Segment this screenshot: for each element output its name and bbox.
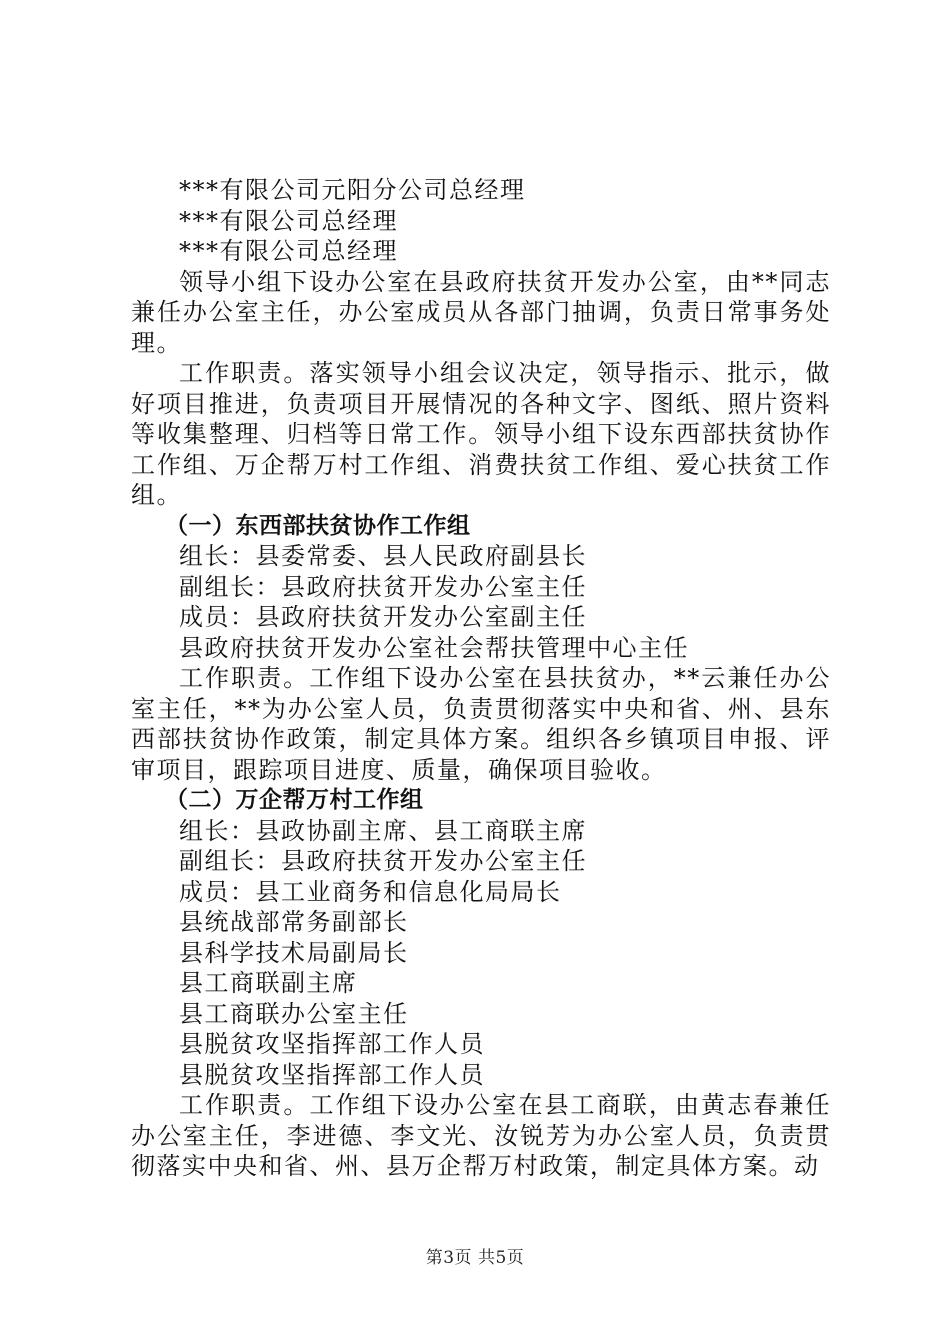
text-line: 副组长：县政府扶贫开发办公室主任 xyxy=(179,847,587,875)
section-heading-enterprises: （二）万企帮万村工作组 xyxy=(165,787,424,813)
text-line: 县工商联办公室主任 xyxy=(179,999,409,1028)
section-heading-east-west: （一）东西部扶贫协作工作组 xyxy=(165,512,471,539)
text-line: 副组长：县政府扶贫开发办公室主任 xyxy=(179,572,587,601)
page-number-footer: 第3页 共5页 xyxy=(425,1248,525,1268)
text-line: 县脱贫攻坚指挥部工作人员 xyxy=(179,1060,485,1089)
paragraph-duty: 工作职责。落实领导小组会议决定，领导指示、批示，做好项目推进，负责项目开展情况的各种文字、图纸、照片资料等收集整理、归档等日常工作。领导小组下设东西部扶贫协作工作组、万企帮万村工作组、消费扶贫工作组、爱心扶贫工作组。 xyxy=(131,359,831,509)
paragraph-duty: 工作职责。工作组下设办公室在县扶贫办，**云兼任办公室主任，**为办公室人员，负责贯彻落实中央和省、州、县东西部扶贫协作政策，制定具体方案。组织各乡镇项目申报、评审项目，跟踪项目进度、质量，确保项目验收。 xyxy=(131,664,831,784)
document-body xyxy=(131,175,831,1182)
paragraph-office: 领导小组下设办公室在县政府扶贫开发办公室，由**同志兼任办公室主任，办公室成员从各部门抽调，负责日常事务处理。 xyxy=(131,267,831,357)
text-line: 组长：县政协副主席、县工商联主席 xyxy=(179,816,587,845)
text-line: ***有限公司总经理 xyxy=(179,206,398,235)
text-line: 成员：县工业商务和信息化局局长 xyxy=(179,877,562,906)
text-line: ***有限公司元阳分公司总经理 xyxy=(179,176,526,204)
text-line: 县工商联副主席 xyxy=(179,969,358,997)
text-line: 成员：县政府扶贫开发办公室副主任 xyxy=(179,603,587,631)
text-line: 县政府扶贫开发办公室社会帮扶管理中心主任 xyxy=(179,633,689,662)
text-line: 县统战部常务副部长 xyxy=(179,908,409,936)
text-line: 组长：县委常委、县人民政府副县长 xyxy=(179,542,587,570)
text-line: 县科学技术局副局长 xyxy=(179,938,409,967)
text-line: 县脱贫攻坚指挥部工作人员 xyxy=(179,1030,485,1058)
text-line: ***有限公司总经理 xyxy=(179,237,398,265)
paragraph-duty: 工作职责。工作组下设办公室在县工商联，由黄志春兼任办公室主任，李进德、李文光、汝锐芳为办公室人员，负责贯彻落实中央和省、州、县万企帮万村政策，制定具体方案。动 xyxy=(131,1091,831,1180)
